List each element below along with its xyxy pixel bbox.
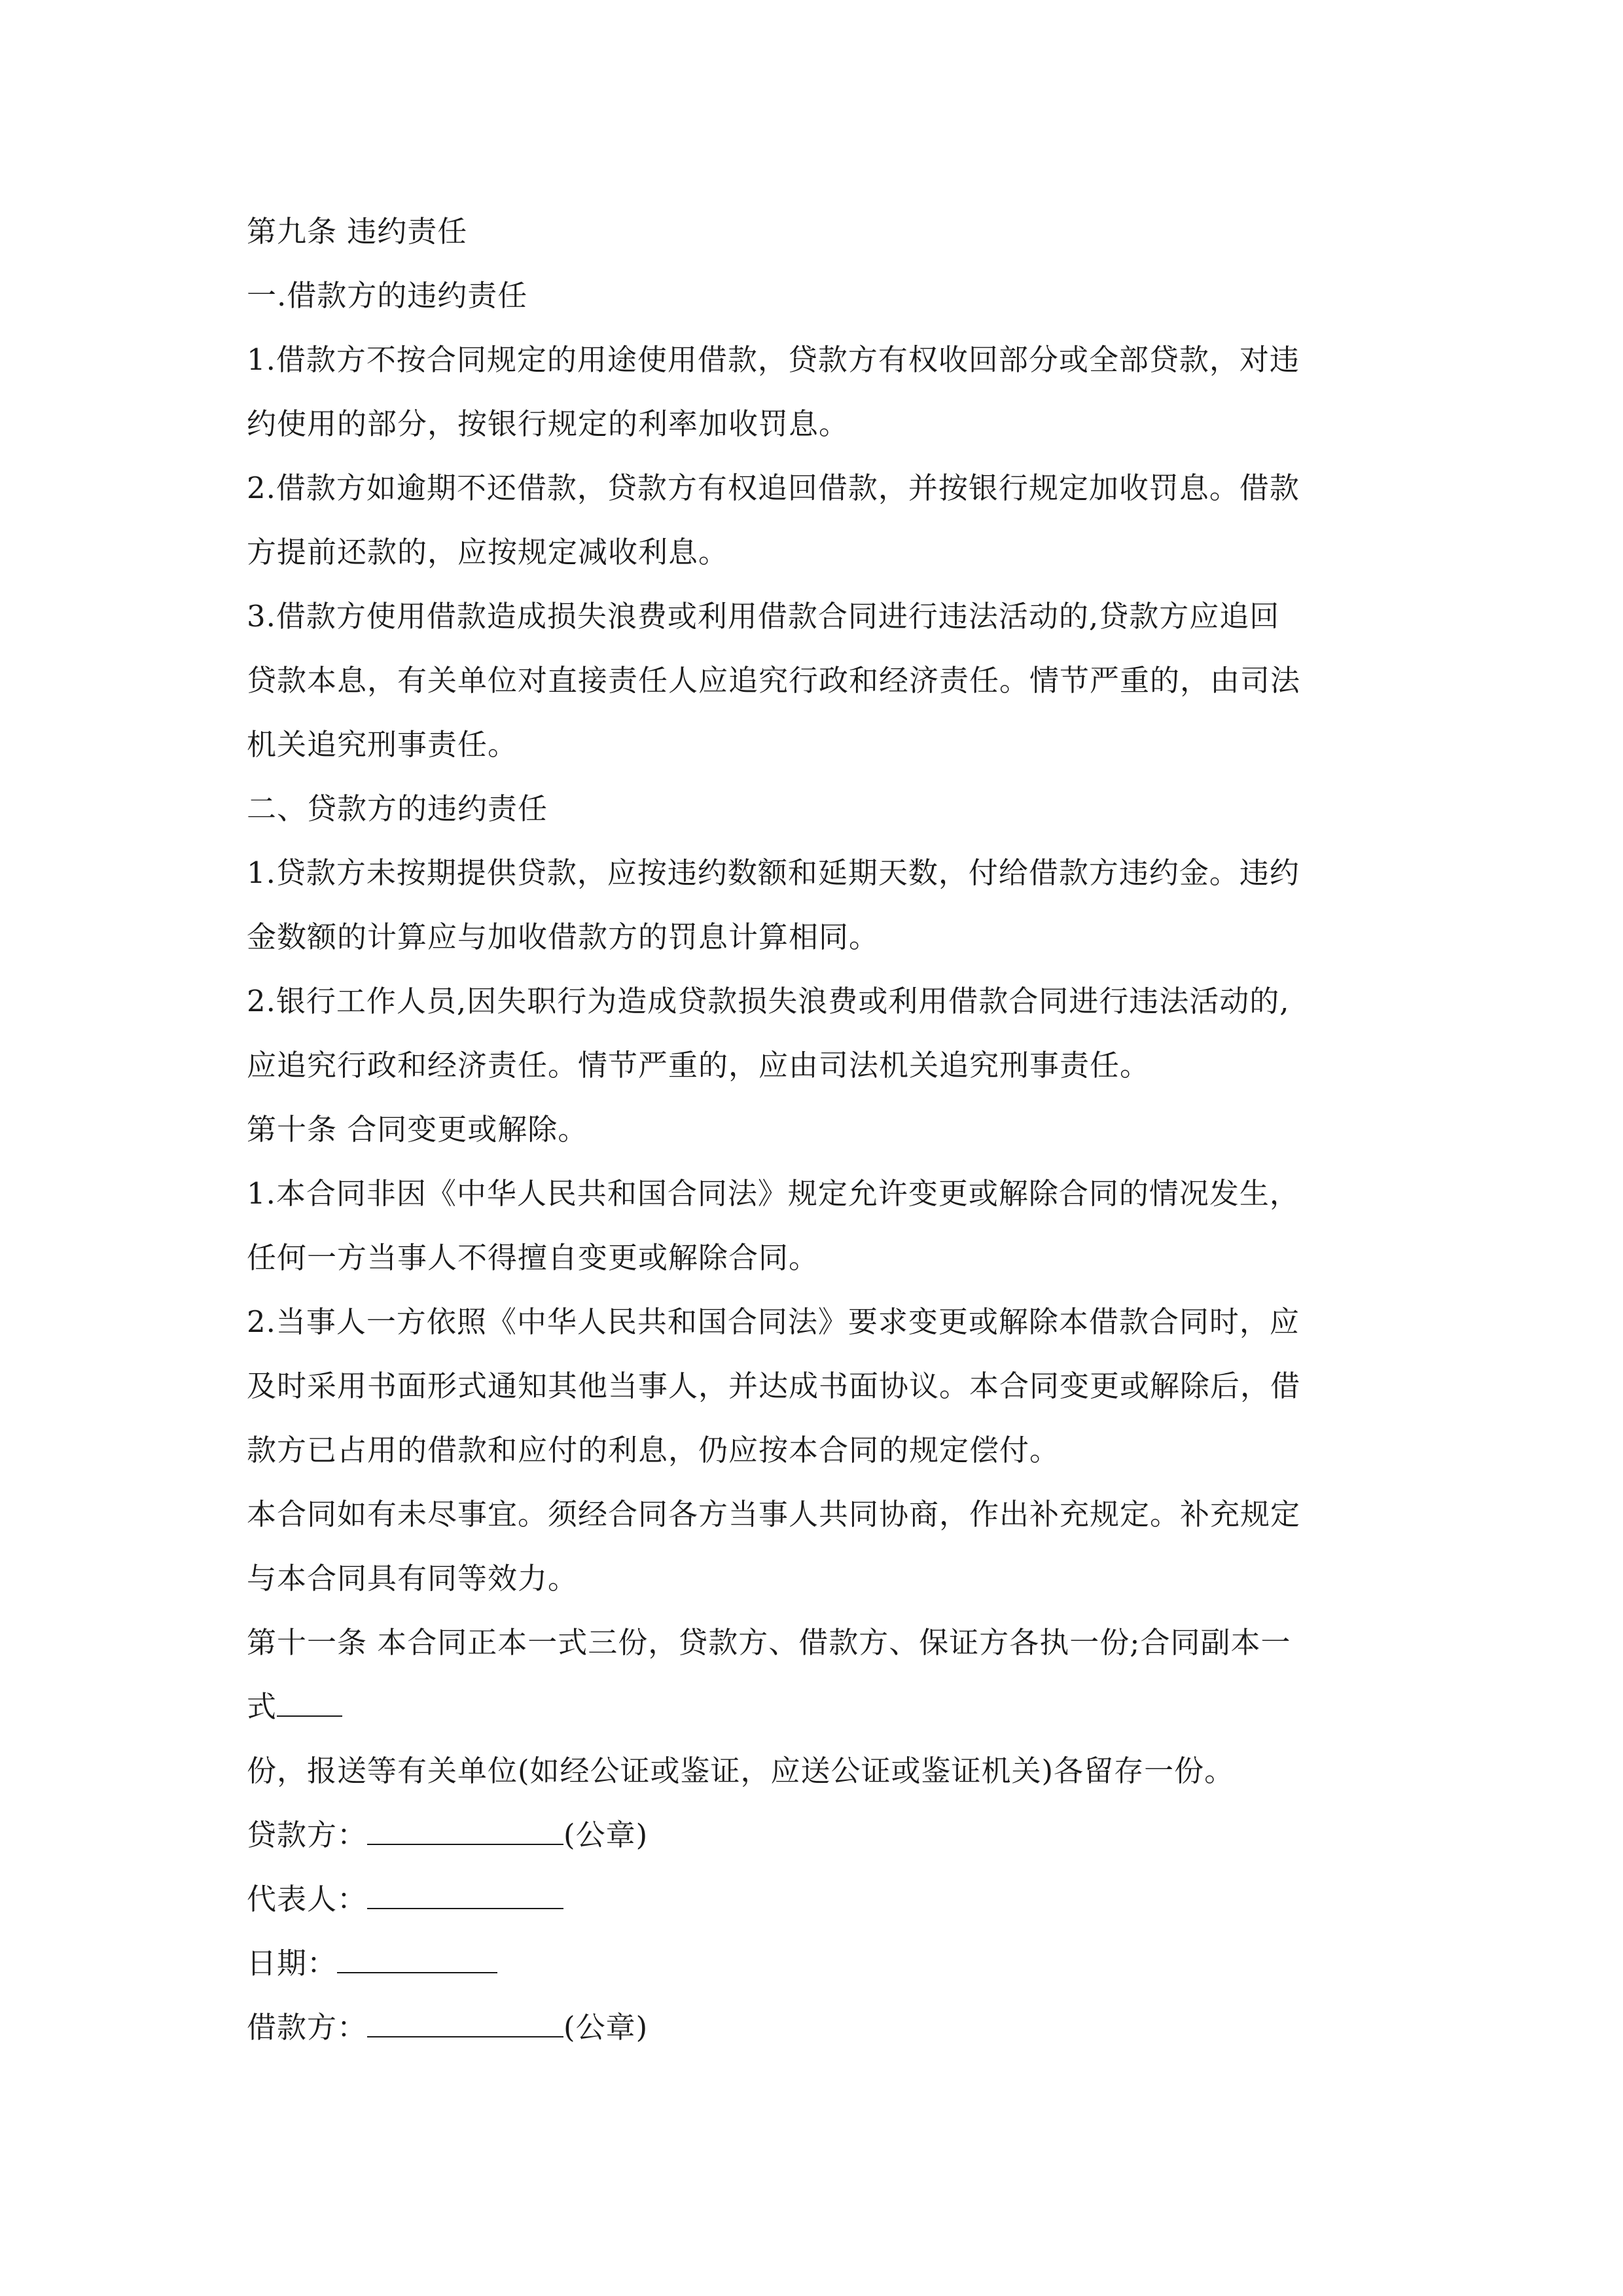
copies-count-blank[interactable] (277, 1691, 342, 1717)
document-body (247, 200, 1382, 2060)
paragraph-line: 1.借款方不按合同规定的用途使用借款，贷款方有权收回部分或全部贷款，对违 (247, 342, 1300, 377)
paragraph-line: 本合同如有未尽事宜。须经合同各方当事人共同协商，作出补充规定。补充规定 (247, 1497, 1301, 1532)
lender-seal-label: (公章) (563, 1818, 649, 1852)
borrower-seal-label: (公章) (563, 2010, 649, 2045)
paragraph-line: 任何一方当事人不得擅自变更或解除合同。 (247, 1240, 819, 1275)
paragraph-line: 3.借款方使用借款造成损失浪费或利用借款合同进行违法活动的,贷款方应追回 (247, 599, 1280, 634)
lender-name-blank[interactable] (367, 1819, 563, 1845)
section-heading-lender-liability: 二、贷款方的违约责任 (247, 791, 548, 826)
date-line (247, 1931, 1382, 1996)
paragraph-line: 方提前还款的，应按规定减收利息。 (247, 535, 729, 569)
borrower-label: 借款方： (247, 2010, 368, 2045)
article-11-line: 第十一条 本合同正本一式三份，贷款方、借款方、保证方各执一份;合同副本一 (247, 1625, 1291, 1660)
paragraph-line: 及时采用书面形式通知其他当事人，并达成书面协议。本合同变更或解除后，借 (247, 1369, 1301, 1403)
paragraph-line: 与本合同具有同等效力。 (247, 1561, 579, 1596)
date-blank[interactable] (337, 1947, 497, 1973)
paragraph-line: 1.贷款方未按期提供贷款，应按违约数额和延期天数，付给借款方违约金。违约 (247, 855, 1300, 890)
date-label: 日期： (247, 1946, 338, 1981)
article-10-heading: 第十条 合同变更或解除。 (247, 1112, 588, 1147)
section-heading-borrower-liability: 一.借款方的违约责任 (247, 278, 528, 313)
copies-distribution-line: 份，报送等有关单位(如经公证或鉴证，应送公证或鉴证机关)各留存一份。 (247, 1753, 1235, 1788)
paragraph-line: 机关追究刑事责任。 (247, 727, 518, 762)
representative-signature-line (247, 1867, 1382, 1931)
article-9-heading: 第九条 违约责任 (247, 214, 468, 249)
paragraph-line: 贷款本息，有关单位对直接责任人应追究行政和经济责任。情节严重的，由司法 (247, 663, 1301, 698)
paragraph-line: 2.当事人一方依照《中华人民共和国合同法》要求变更或解除本借款合同时，应 (247, 1304, 1300, 1339)
paragraph-line: 2.银行工作人员,因失职行为造成贷款损失浪费或利用借款合同进行违法活动的, (247, 984, 1290, 1018)
borrower-signature-line (247, 1996, 1382, 2060)
borrower-name-blank[interactable] (367, 2011, 563, 2037)
paragraph-line: 款方已占用的借款和应付的利息，仍应按本合同的规定偿付。 (247, 1433, 1060, 1467)
representative-label: 代表人： (247, 1882, 368, 1916)
copies-prefix: 式 (247, 1689, 277, 1724)
representative-name-blank[interactable] (367, 1883, 563, 1909)
paragraph-line: 金数额的计算应与加收借款方的罚息计算相同。 (247, 920, 880, 954)
copies-count-line (247, 1675, 1382, 1739)
paragraph-line: 1.本合同非因《中华人民共和国合同法》规定允许变更或解除合同的情况发生， (247, 1176, 1300, 1211)
paragraph-line: 应追究行政和经济责任。情节严重的，应由司法机关追究刑事责任。 (247, 1048, 1150, 1083)
lender-label: 贷款方： (247, 1818, 368, 1852)
paragraph-line: 2.借款方如逾期不还借款，贷款方有权追回借款，并按银行规定加收罚息。借款 (247, 471, 1300, 505)
lender-signature-line (247, 1803, 1382, 1867)
paragraph-line: 约使用的部分，按银行规定的利率加收罚息。 (247, 406, 849, 441)
